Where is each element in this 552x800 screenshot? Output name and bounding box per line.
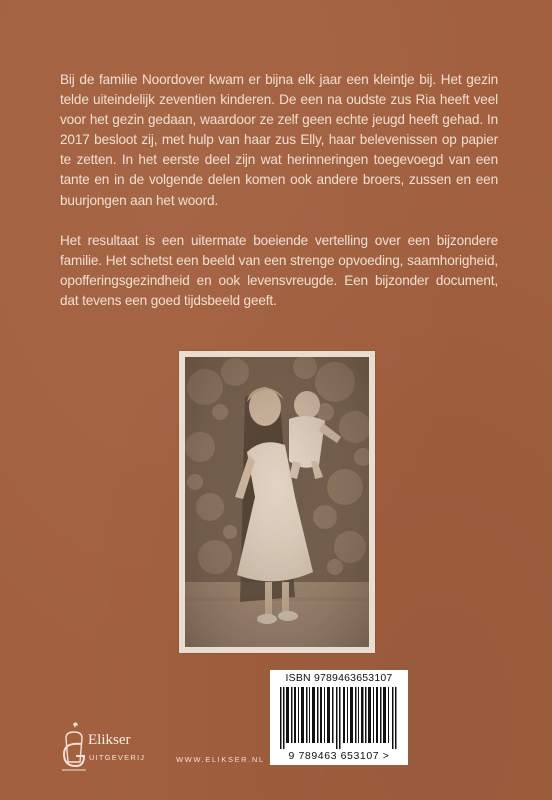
blurb-paragraph-1: Bij de familie Noordover kwam er bijna elk jaar een kleintje bij. Het gezin telde uiteindelijk zeventien kinderen. De een na oudste zus Ria heeft veel voor het gezin gedaan, waardoor ze zelf geen echte jeugd heeft gehad. In 2017 besloot zij, met hulp van haar zus Elly, haar belevenissen op papier te zetten. In het eerste deel zijn wat herinneringen toegevoegd van een tante en in de volgende delen komen ook andere broers, zussen en een buurjongen aan het woord. [60, 72, 498, 208]
isbn-digits: 9 789463 653107 > [288, 750, 390, 762]
isbn-label: ISBN 9789463653107 [285, 672, 393, 684]
blurb-paragraph-2: Het resultaat is een uitermate boeiende vertelling over een bijzondere familie. Het schetst een beeld van een strenge opvoeding, saamhorigheid, opofferingsgezindheid en ook levensvreugde. Een bijzonder document, dat tevens een goed tijdsbeeld geeft. [60, 232, 498, 308]
family-photo [185, 357, 369, 647]
publisher-subtitle: UITGEVERIJ [89, 753, 146, 762]
blurb-text [60, 70, 498, 331]
photo-frame [179, 351, 375, 653]
elikser-emblem-icon [58, 720, 92, 776]
publisher-website: WWW.ELIKSER.NL [176, 755, 265, 764]
publisher-logo [58, 720, 168, 780]
photo-image [185, 357, 369, 647]
publisher-name: Elikser [88, 732, 131, 748]
barcode-bars [280, 687, 398, 749]
isbn-barcode [270, 670, 408, 765]
